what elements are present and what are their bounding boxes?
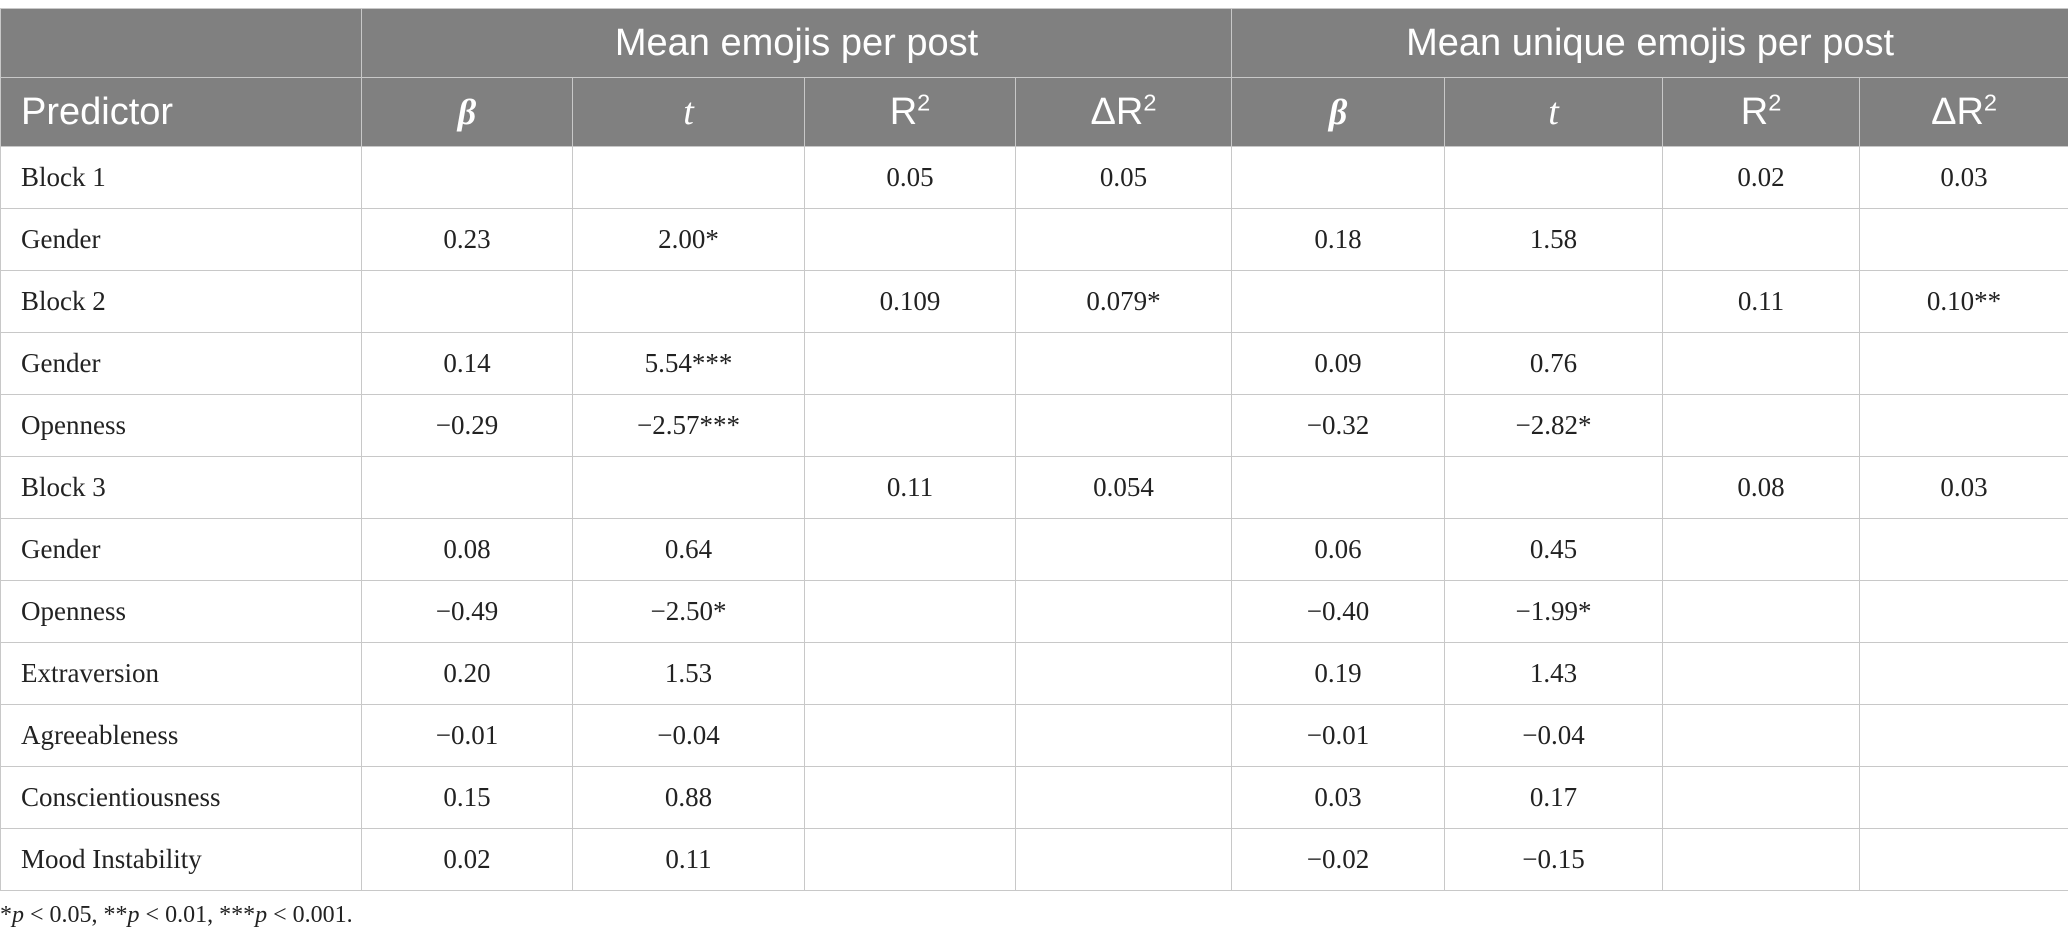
- header-beta-2: β: [1232, 78, 1445, 147]
- cell-dr2-unique: [1860, 705, 2068, 767]
- header-predictor: Predictor: [1, 78, 362, 147]
- cell-dr2-emojis: [1016, 705, 1232, 767]
- cell-beta-unique: −0.01: [1232, 705, 1445, 767]
- cell-beta-unique: 0.19: [1232, 643, 1445, 705]
- cell-t-emojis: 5.54***: [573, 333, 805, 395]
- table-row: [1, 767, 2068, 829]
- header-corner-cell: [1, 9, 362, 78]
- cell-r2-unique: [1663, 333, 1860, 395]
- cell-t-emojis: −0.04: [573, 705, 805, 767]
- cell-dr2-unique: [1860, 519, 2068, 581]
- cell-dr2-emojis: 0.05: [1016, 147, 1232, 209]
- row-label: Block 3: [1, 457, 362, 519]
- cell-t-unique: 0.45: [1445, 519, 1663, 581]
- cell-beta-unique: −0.02: [1232, 829, 1445, 891]
- cell-r2-emojis: [805, 333, 1016, 395]
- cell-beta-emojis: [362, 271, 573, 333]
- regression-table: [0, 8, 2068, 891]
- cell-r2-unique: 0.02: [1663, 147, 1860, 209]
- table-header: [1, 9, 2068, 147]
- cell-t-unique: −0.15: [1445, 829, 1663, 891]
- cell-dr2-unique: 0.10**: [1860, 271, 2068, 333]
- cell-t-emojis: [573, 147, 805, 209]
- cell-beta-unique: −0.40: [1232, 581, 1445, 643]
- cell-r2-emojis: [805, 395, 1016, 457]
- header-dr2-1-sup: 2: [1143, 88, 1157, 115]
- cell-dr2-unique: 0.03: [1860, 457, 2068, 519]
- cell-r2-unique: [1663, 705, 1860, 767]
- cell-beta-unique: [1232, 147, 1445, 209]
- cell-r2-unique: [1663, 581, 1860, 643]
- row-label: Gender: [1, 519, 362, 581]
- header-dr2-1: [1016, 78, 1232, 147]
- cell-dr2-unique: [1860, 643, 2068, 705]
- row-label: Openness: [1, 581, 362, 643]
- table-row: [1, 147, 2068, 209]
- header-r2-2-base: R: [1740, 90, 1769, 133]
- table-row: [1, 457, 2068, 519]
- header-r2-2: [1663, 78, 1860, 147]
- cell-t-unique: 1.43: [1445, 643, 1663, 705]
- table-body: [1, 147, 2068, 891]
- cell-t-unique: 1.58: [1445, 209, 1663, 271]
- footnote-text-1: < 0.05, **: [24, 902, 128, 928]
- row-label: Conscientiousness: [1, 767, 362, 829]
- cell-beta-emojis: −0.01: [362, 705, 573, 767]
- cell-r2-emojis: 0.11: [805, 457, 1016, 519]
- cell-t-unique: [1445, 457, 1663, 519]
- cell-dr2-emojis: [1016, 209, 1232, 271]
- cell-r2-unique: [1663, 519, 1860, 581]
- row-label: Extraversion: [1, 643, 362, 705]
- cell-dr2-unique: [1860, 767, 2068, 829]
- row-label: Block 1: [1, 147, 362, 209]
- cell-t-emojis: 0.64: [573, 519, 805, 581]
- header-group-row: [1, 9, 2068, 78]
- header-dr2-1-base: ΔR: [1090, 90, 1144, 133]
- cell-r2-emojis: [805, 705, 1016, 767]
- cell-t-emojis: 0.11: [573, 829, 805, 891]
- header-group-mean-unique-emojis: Mean unique emojis per post: [1232, 9, 2068, 78]
- cell-beta-emojis: 0.20: [362, 643, 573, 705]
- header-t-2: t: [1445, 78, 1663, 147]
- cell-dr2-emojis: [1016, 519, 1232, 581]
- cell-beta-emojis: 0.23: [362, 209, 573, 271]
- cell-dr2-emojis: [1016, 643, 1232, 705]
- cell-r2-emojis: 0.109: [805, 271, 1016, 333]
- cell-beta-emojis: [362, 147, 573, 209]
- cell-r2-emojis: [805, 767, 1016, 829]
- cell-beta-emojis: 0.02: [362, 829, 573, 891]
- cell-r2-emojis: [805, 209, 1016, 271]
- header-group-mean-emojis: Mean emojis per post: [362, 9, 1232, 78]
- cell-t-unique: −0.04: [1445, 705, 1663, 767]
- header-r2-1: [805, 78, 1016, 147]
- cell-dr2-unique: [1860, 333, 2068, 395]
- table-row: [1, 643, 2068, 705]
- header-r2-2-sup: 2: [1768, 88, 1782, 115]
- cell-dr2-emojis: [1016, 395, 1232, 457]
- table-footnote: [0, 902, 353, 929]
- cell-beta-unique: [1232, 457, 1445, 519]
- cell-dr2-unique: [1860, 829, 2068, 891]
- cell-beta-unique: −0.32: [1232, 395, 1445, 457]
- header-dr2-2-base: ΔR: [1931, 90, 1984, 133]
- cell-t-emojis: [573, 457, 805, 519]
- cell-t-unique: [1445, 147, 1663, 209]
- header-r2-1-sup: 2: [917, 88, 931, 115]
- table-row: [1, 271, 2068, 333]
- cell-dr2-unique: [1860, 581, 2068, 643]
- cell-dr2-emojis: [1016, 767, 1232, 829]
- table-row: [1, 705, 2068, 767]
- cell-beta-emojis: −0.49: [362, 581, 573, 643]
- table-row: [1, 333, 2068, 395]
- cell-beta-emojis: [362, 457, 573, 519]
- table-row: [1, 581, 2068, 643]
- cell-r2-emojis: [805, 519, 1016, 581]
- cell-t-unique: −1.99*: [1445, 581, 1663, 643]
- header-r2-1-base: R: [889, 90, 918, 133]
- footnote-p-2: p: [127, 902, 140, 928]
- cell-t-unique: −2.82*: [1445, 395, 1663, 457]
- table-row: [1, 209, 2068, 271]
- cell-dr2-emojis: 0.054: [1016, 457, 1232, 519]
- row-label: Block 2: [1, 271, 362, 333]
- table-row: [1, 395, 2068, 457]
- cell-beta-unique: [1232, 271, 1445, 333]
- cell-beta-emojis: 0.14: [362, 333, 573, 395]
- cell-beta-emojis: 0.15: [362, 767, 573, 829]
- cell-r2-emojis: [805, 581, 1016, 643]
- cell-r2-unique: [1663, 829, 1860, 891]
- table-row: [1, 519, 2068, 581]
- cell-dr2-emojis: [1016, 333, 1232, 395]
- cell-t-emojis: 2.00*: [573, 209, 805, 271]
- header-beta-1: β: [362, 78, 573, 147]
- cell-t-emojis: −2.50*: [573, 581, 805, 643]
- cell-beta-unique: 0.09: [1232, 333, 1445, 395]
- header-dr2-2: [1860, 78, 2068, 147]
- cell-beta-emojis: −0.29: [362, 395, 573, 457]
- cell-r2-unique: [1663, 209, 1860, 271]
- cell-t-emojis: −2.57***: [573, 395, 805, 457]
- row-label: Mood Instability: [1, 829, 362, 891]
- regression-table-container: [0, 8, 2068, 891]
- cell-t-unique: [1445, 271, 1663, 333]
- header-column-row: [1, 78, 2068, 147]
- cell-beta-unique: 0.03: [1232, 767, 1445, 829]
- cell-r2-unique: 0.11: [1663, 271, 1860, 333]
- cell-t-emojis: [573, 271, 805, 333]
- row-label: Gender: [1, 209, 362, 271]
- cell-dr2-unique: [1860, 395, 2068, 457]
- cell-dr2-emojis: [1016, 581, 1232, 643]
- cell-dr2-unique: 0.03: [1860, 147, 2068, 209]
- cell-r2-unique: 0.08: [1663, 457, 1860, 519]
- cell-t-emojis: 1.53: [573, 643, 805, 705]
- cell-beta-unique: 0.06: [1232, 519, 1445, 581]
- cell-t-unique: 0.17: [1445, 767, 1663, 829]
- cell-r2-emojis: [805, 643, 1016, 705]
- footnote-text-3: < 0.001.: [267, 902, 353, 928]
- cell-beta-emojis: 0.08: [362, 519, 573, 581]
- header-t-1: t: [573, 78, 805, 147]
- row-label: Gender: [1, 333, 362, 395]
- row-label: Openness: [1, 395, 362, 457]
- footnote-text-2: < 0.01, ***: [139, 902, 256, 928]
- footnote-p-3: p: [255, 902, 268, 928]
- footnote-star-1: *: [0, 902, 12, 928]
- cell-t-emojis: 0.88: [573, 767, 805, 829]
- header-dr2-2-sup: 2: [1983, 88, 1998, 115]
- table-row: [1, 829, 2068, 891]
- cell-dr2-emojis: [1016, 829, 1232, 891]
- cell-r2-unique: [1663, 395, 1860, 457]
- cell-dr2-emojis: 0.079*: [1016, 271, 1232, 333]
- cell-r2-emojis: [805, 829, 1016, 891]
- cell-r2-unique: [1663, 643, 1860, 705]
- cell-r2-unique: [1663, 767, 1860, 829]
- row-label: Agreeableness: [1, 705, 362, 767]
- cell-t-unique: 0.76: [1445, 333, 1663, 395]
- cell-r2-emojis: 0.05: [805, 147, 1016, 209]
- cell-beta-unique: 0.18: [1232, 209, 1445, 271]
- cell-dr2-unique: [1860, 209, 2068, 271]
- footnote-p-1: p: [12, 902, 24, 928]
